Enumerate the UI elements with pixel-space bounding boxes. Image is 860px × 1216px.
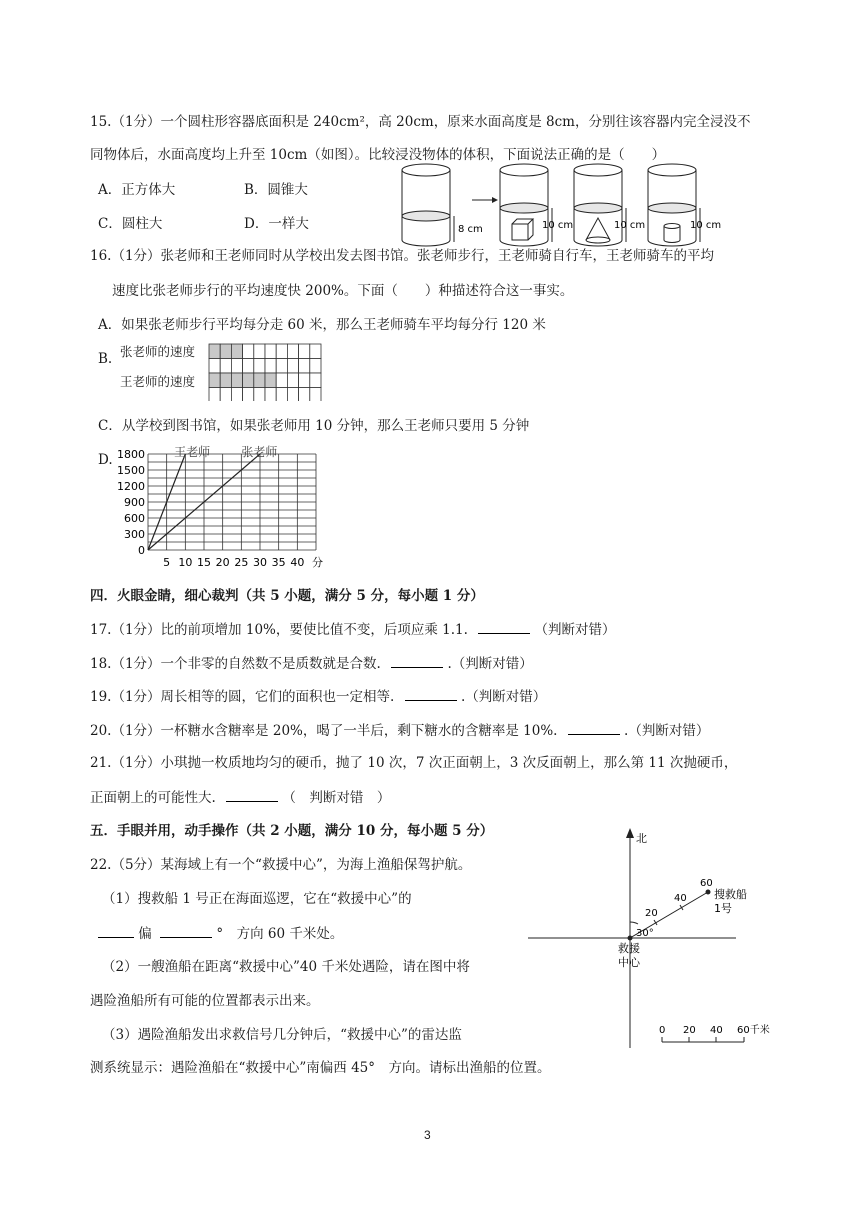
bar-grid-cell (265, 359, 276, 374)
bar-grid-cell (231, 344, 242, 359)
bar-grid-cell (243, 388, 254, 402)
q21-answer-blank[interactable] (226, 787, 278, 802)
bar-grid-cell (276, 388, 287, 402)
q18-answer-blank[interactable] (391, 653, 443, 668)
cylinder-with-cylinder (648, 164, 696, 246)
bar-grid-cell (220, 373, 231, 388)
label-10cm-b: 10 cm (614, 220, 646, 231)
scale-60: 60千米 (737, 1025, 770, 1036)
q21-line1: 21.（1分）小琪抛一枚质地均匀的硬币，抛了 10 次，7 次正面朝上，3 次反面朝上，那么第 11 次抛硬币， (90, 755, 738, 771)
bar-grid-cell (310, 373, 321, 388)
q21-text: 正面朝上的可能性大. (90, 790, 216, 806)
q15-option-d: D．一样大 (244, 216, 309, 232)
chart-x-tick-label: 25 (234, 556, 249, 569)
bar-label-zhang: 张老师的速度 (120, 344, 196, 359)
label-8cm: 8 cm (458, 224, 483, 235)
q19-tail: .（判断对错） (460, 689, 547, 705)
map-center-label-1: 救援 (618, 942, 640, 955)
q17-answer-blank[interactable] (478, 619, 530, 634)
chart-x-tick-label: 15 (197, 556, 211, 569)
q22-part1-end: ° 方向 60 千米处。 (216, 926, 344, 942)
bar-label-wang: 王老师的速度 (120, 374, 196, 389)
q19-text: 19.（1分）周长相等的圆，它们的面积也一定相等. (90, 689, 395, 705)
bar-grid-cell (243, 359, 254, 374)
q15-option-c: C．圆柱大 (98, 216, 163, 232)
q21-tail: （ 判断对错 ） (282, 790, 391, 806)
q15-line2: 同物体后，水面高度均上升至 10cm（如图）。比较浸没物体的体积，下面说法正确的是（ ） (90, 147, 666, 163)
bar-grid-cell (254, 388, 265, 402)
chart-x-tick-label: 40 (290, 556, 305, 569)
map-angle-label: 30° (636, 928, 654, 939)
chart-x-tick-label: 10 (178, 556, 193, 569)
q22-part1-line1: （1）搜救船 1 号正在海面巡逻，它在“救援中心”的 (102, 891, 412, 907)
bar-grid-cell (287, 373, 298, 388)
map-north-label: 北 (636, 832, 647, 845)
q17-line (90, 619, 616, 640)
q22-part3-line1: （3）遇险渔船发出求救信号几分钟后，“救援中心”的雷达监 (102, 1027, 462, 1043)
cylinder-original (402, 164, 450, 246)
bar-grid-cell (220, 388, 231, 402)
q15-option-a: A．正方体大 (98, 182, 176, 198)
bar-grid-cell (299, 359, 310, 374)
bar-grid-cell (209, 359, 220, 374)
bar-grid-cell (310, 344, 321, 359)
chart-x-tick-label: 20 (215, 556, 230, 569)
bar-grid-cell (220, 359, 231, 374)
chart-y-tick-label: 1500 (117, 464, 145, 477)
chart-x-tick-label: 35 (271, 556, 286, 569)
north-arrow-icon (626, 828, 634, 838)
bar-grid-cell (254, 359, 265, 374)
chart-y-tick-label: 300 (124, 528, 145, 541)
label-10cm-c: 10 cm (690, 220, 722, 231)
chart-x-tick-label: 30 (253, 556, 267, 569)
q22-part1-line2 (98, 923, 343, 944)
map-ship-label-1: 搜救船 (714, 888, 747, 901)
q22-direction-blank[interactable] (98, 923, 134, 938)
bar-grid-cell (287, 388, 298, 402)
q21-line2 (90, 787, 390, 808)
q16-option-d-letter: D. (98, 452, 113, 468)
map-tick-20: 20 (645, 908, 658, 919)
q22-pian: 偏 (138, 926, 152, 942)
q15-line1: 15.（1分）一个圆柱形容器底面积是 240cm²，高 20cm，原来水面高度是 8cm，分别往该容器内完全浸没不 (90, 114, 751, 130)
chart-series-label: 王老师 (174, 445, 211, 459)
distance-time-chart (108, 444, 338, 572)
q18-tail: .（判断对错） (447, 656, 533, 672)
q15-cylinders-figure (396, 160, 732, 250)
section5-heading: 五．手眼并用，动手操作（共 2 小题，满分 10 分，每小题 5 分） (90, 823, 494, 839)
chart-x-unit: 分 (312, 556, 323, 569)
q22-part3-line2: 测系统显示：遇险渔船在“救援中心”南偏西 45° 方向。请标出渔船的位置。 (90, 1060, 551, 1076)
rescue-center-dot (628, 936, 633, 941)
q22-intro: 22.（5分）某海域上有一个“救援中心”，为海上渔船保驾护航。 (90, 857, 472, 873)
chart-y-tick-label: 0 (138, 544, 145, 557)
scale-0: 0 (659, 1025, 666, 1036)
bar-grid-cell (243, 373, 254, 388)
bar-grid-cell (220, 344, 231, 359)
scale-20: 20 (683, 1025, 696, 1036)
q19-answer-blank[interactable] (405, 686, 457, 701)
chart-y-tick-label: 1200 (117, 480, 145, 493)
chart-y-tick-label: 600 (124, 512, 145, 525)
q16-line2: 速度比张老师步行的平均速度快 200%。下面（ ）种描述符合这一事实。 (112, 283, 574, 299)
q15-option-b: B．圆锥大 (244, 182, 308, 198)
bar-grid-cell (276, 373, 287, 388)
label-10cm-a: 10 cm (542, 220, 574, 231)
bar-grid-cell (310, 388, 321, 402)
bar-grid-cell (299, 344, 310, 359)
chart-series-label: 张老师 (241, 445, 278, 459)
cylinder-with-cube (500, 164, 548, 246)
q18-line (90, 653, 533, 674)
chart-x-tick-label: 5 (163, 556, 171, 569)
bar-grid-cell (287, 359, 298, 374)
q17-tail: （判断对错） (534, 622, 616, 638)
bar-grid-cell (254, 344, 265, 359)
bar-grid-cell (265, 373, 276, 388)
q19-line (90, 686, 546, 707)
map-ship-label-2: 1号 (714, 902, 732, 915)
map-tick-60: 60 (700, 878, 713, 889)
bar-grid-cell (276, 359, 287, 374)
scale-40: 40 (710, 1025, 723, 1036)
bar-grid-cell (243, 344, 254, 359)
q16-option-c: C．从学校到图书馆，如果张老师用 10 分钟，那么王老师只要用 5 分钟 (98, 418, 530, 434)
map-center-label-2: 中心 (618, 956, 640, 969)
q17-text: 17.（1分）比的前项增加 10%，要使比值不变，后项应乘 1.1. (90, 622, 468, 638)
q16-option-b-letter: B. (98, 351, 113, 367)
cylinder-with-cone (574, 164, 622, 246)
chart-y-tick-label: 1800 (117, 448, 145, 461)
bar-grid-cell (209, 388, 220, 402)
bar-grid-cell (254, 373, 265, 388)
bar-grid-cell (231, 373, 242, 388)
chart-y-tick-label: 900 (124, 496, 145, 509)
bar-grid-cell (265, 344, 276, 359)
q20-line (90, 720, 709, 741)
speed-bar-grid (208, 343, 322, 401)
bar-grid-cell (231, 359, 242, 374)
bar-grid-cell (209, 344, 220, 359)
map-tick-40: 40 (674, 893, 687, 904)
q20-tail: .（判断对错） (624, 723, 710, 739)
rescue-map-figure[interactable] (522, 826, 772, 1050)
q22-part2-line1: （2）一艘渔船在距离“救援中心”40 千米处遇险，请在图中将 (102, 959, 470, 975)
q20-answer-blank[interactable] (568, 720, 620, 735)
section4-heading: 四．火眼金睛，细心裁判（共 5 小题，满分 5 分，每小题 1 分） (90, 588, 484, 604)
rescue-ship-dot (706, 890, 711, 895)
bar-grid-cell (231, 388, 242, 402)
bar-grid-cell (310, 359, 321, 374)
q18-text: 18.（1分）一个非零的自然数不是质数就是合数. (90, 656, 381, 672)
q16-option-a: A．如果张老师步行平均每分走 60 米，那么王老师骑车平均每分行 120 米 (98, 317, 546, 333)
q22-part2-line2: 遇险渔船所有可能的位置都表示出来。 (90, 993, 320, 1009)
q22-angle-blank[interactable] (160, 923, 212, 938)
page-number: 3 (424, 1128, 431, 1142)
bar-grid-cell (265, 388, 276, 402)
bar-grid-cell (209, 373, 220, 388)
bar-grid-cell (299, 388, 310, 402)
bar-grid-cell (287, 344, 298, 359)
q20-text: 20.（1分）一杯糖水含糖率是 20%，喝了一半后，剩下糖水的含糖率是 10%. (90, 723, 558, 739)
bar-grid-cell (276, 344, 287, 359)
bar-grid-cell (299, 373, 310, 388)
q16-line1: 16.（1分）张老师和王老师同时从学校出发去图书馆。张老师步行，王老师骑自行车，王老师骑车的平均 (90, 248, 715, 264)
